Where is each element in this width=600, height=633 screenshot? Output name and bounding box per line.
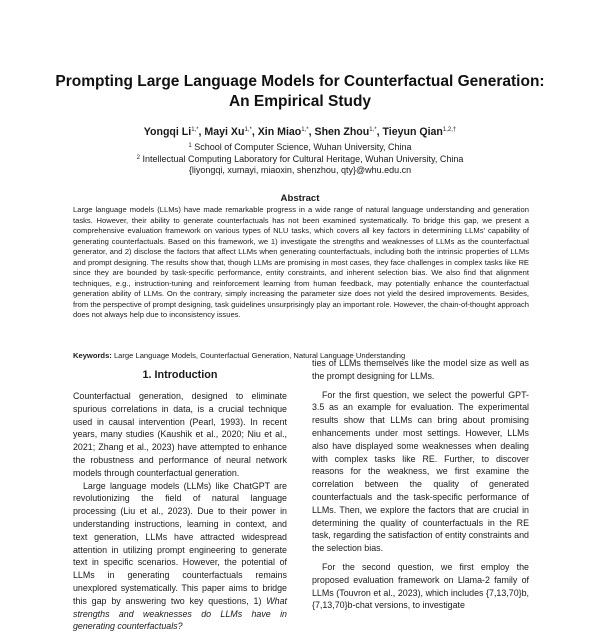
author: Xin Miao$^{1,*}$, [257, 126, 315, 138]
keywords-list: Large Language Models, Counterfactual Generation, Natural Language Understanding [113, 351, 406, 360]
paper-title [40, 72, 560, 112]
author-emails: {liyongqi, xumayi, miaoxin, shenzhou, qty}@whu.edu.cn [188, 165, 412, 175]
right-column [312, 357, 529, 611]
affiliation-2: $^2$ Intellectual Computing Laboratory for Cultural Heritage, Wuhan University, China [136, 154, 464, 164]
section-heading-introduction: 1. Introduction [142, 369, 218, 381]
abstract-heading: Abstract [280, 193, 320, 204]
title-line-2: An Empirical Study [228, 93, 372, 110]
affiliation-1: $^1$ School of Computer Science, Wuhan University, China [188, 142, 412, 152]
author: Tieyun Qian$^{1,2,\dagger}$ [382, 126, 457, 138]
author-list [40, 126, 560, 138]
intro-paragraph-2: Large language models (LLMs) like ChatGPT are revolutionizing the field of natural language processing (Liu et al., 2023). Due to their power in understanding instructions, learning in context, and text generation, LLMs have attracted widespread attention in utilizing prompt engineering to generate text in specific scenarios. However, the potential of LLMs in generating counterfactuals remains unexplored systematically. This paper aims to bridge this gap by answering two key questions, 1) What strengths and weaknesses do LLMs have in generating counterfactuals? [73, 480, 287, 632]
author: Shen Zhou$^{1,*}$, [314, 126, 383, 138]
title-line-1: Prompting Large Language Models for Counterfactual Generation: [55, 73, 545, 90]
intro-paragraph-1: Counterfactual generation, designed to eliminate spurious correlations in data, is a crucial technique used in causal intervention (Pearl, 1993). In recent years, many studies (Kaushik et al., 2020; Niu et al., 2021; Zhang et al., 2023) have attempted to enhance the robustness and performance of neural network models through counterfactual generation. [73, 391, 287, 478]
left-column [73, 390, 287, 632]
author: Mayi $Xu^{1,*}$, [204, 126, 258, 138]
keywords-label: Keywords: [73, 351, 112, 360]
abstract-text: Large language models (LLMs) have made remarkable progress in a wide range of natural language understanding and generation tasks. However, their ability to generate counterfactuals has not been examined systematically. To bridge this gap, we present a comprehensive evaluation framework on various types of NLU tasks, which covers all key factors in determining LLMs' capability of generating counterfactuals. Based on this framework, we 1) investigate the strengths and weaknesses of LLMs as the counterfactual generator, and 2) disclose the factors that affect LLMs when generating counterfactuals, including both the intrinsic properties of LLMs and prompt designing. The results show that, though LLMs are promising in most cases, they face challenges in complex tasks like RE since they are bounded by task-specific performance, entity constraints, and inherent selection bias. We also find that alignment techniques, e.g., instruction-tuning and reinforcement learning from human feedback, may potentially enhance the counterfactual generation ability of LLMs. On the contrary, simply increasing the parameter size does not yield the desired improvements. Besides, from the perspective of prompt designing, task guidelines unsurprisingly play an important role. However, the chain-of-thought approach does not always help due to inconsistency issues. [73, 205, 529, 319]
intro-paragraph-4: For the second question, we first employ the proposed evaluation framework on Llama-2 family of LLMs (Touvron et al., 2023), which includes {7,13,70}b, {7,13,70}b-chat versions, to investigate [312, 561, 529, 611]
intro-paragraph-continued: ties of LLMs themselves like the model size as well as the prompt designing for LLMs. [312, 358, 529, 381]
author: Yongqi $Li^{1,*}$, [143, 126, 205, 138]
intro-paragraph-3: For the first question, we select the powerful GPT-3.5 as an example for evaluation. The experimental results show that LLMs can bring about promising enhancements under most settings. However, LLMs also have displayed some weaknesses when dealing with complex tasks like RE. Further, to discover reasons for the weakness, we first examine the correlation between the quality of generated counterfactuals and the task-specific performance of LLMs. Then, we explore the factors that are crucial in determining the quality of counterfactuals in the RE task, regarding the satisfaction of entity constraints and the selection bias. [312, 389, 529, 554]
